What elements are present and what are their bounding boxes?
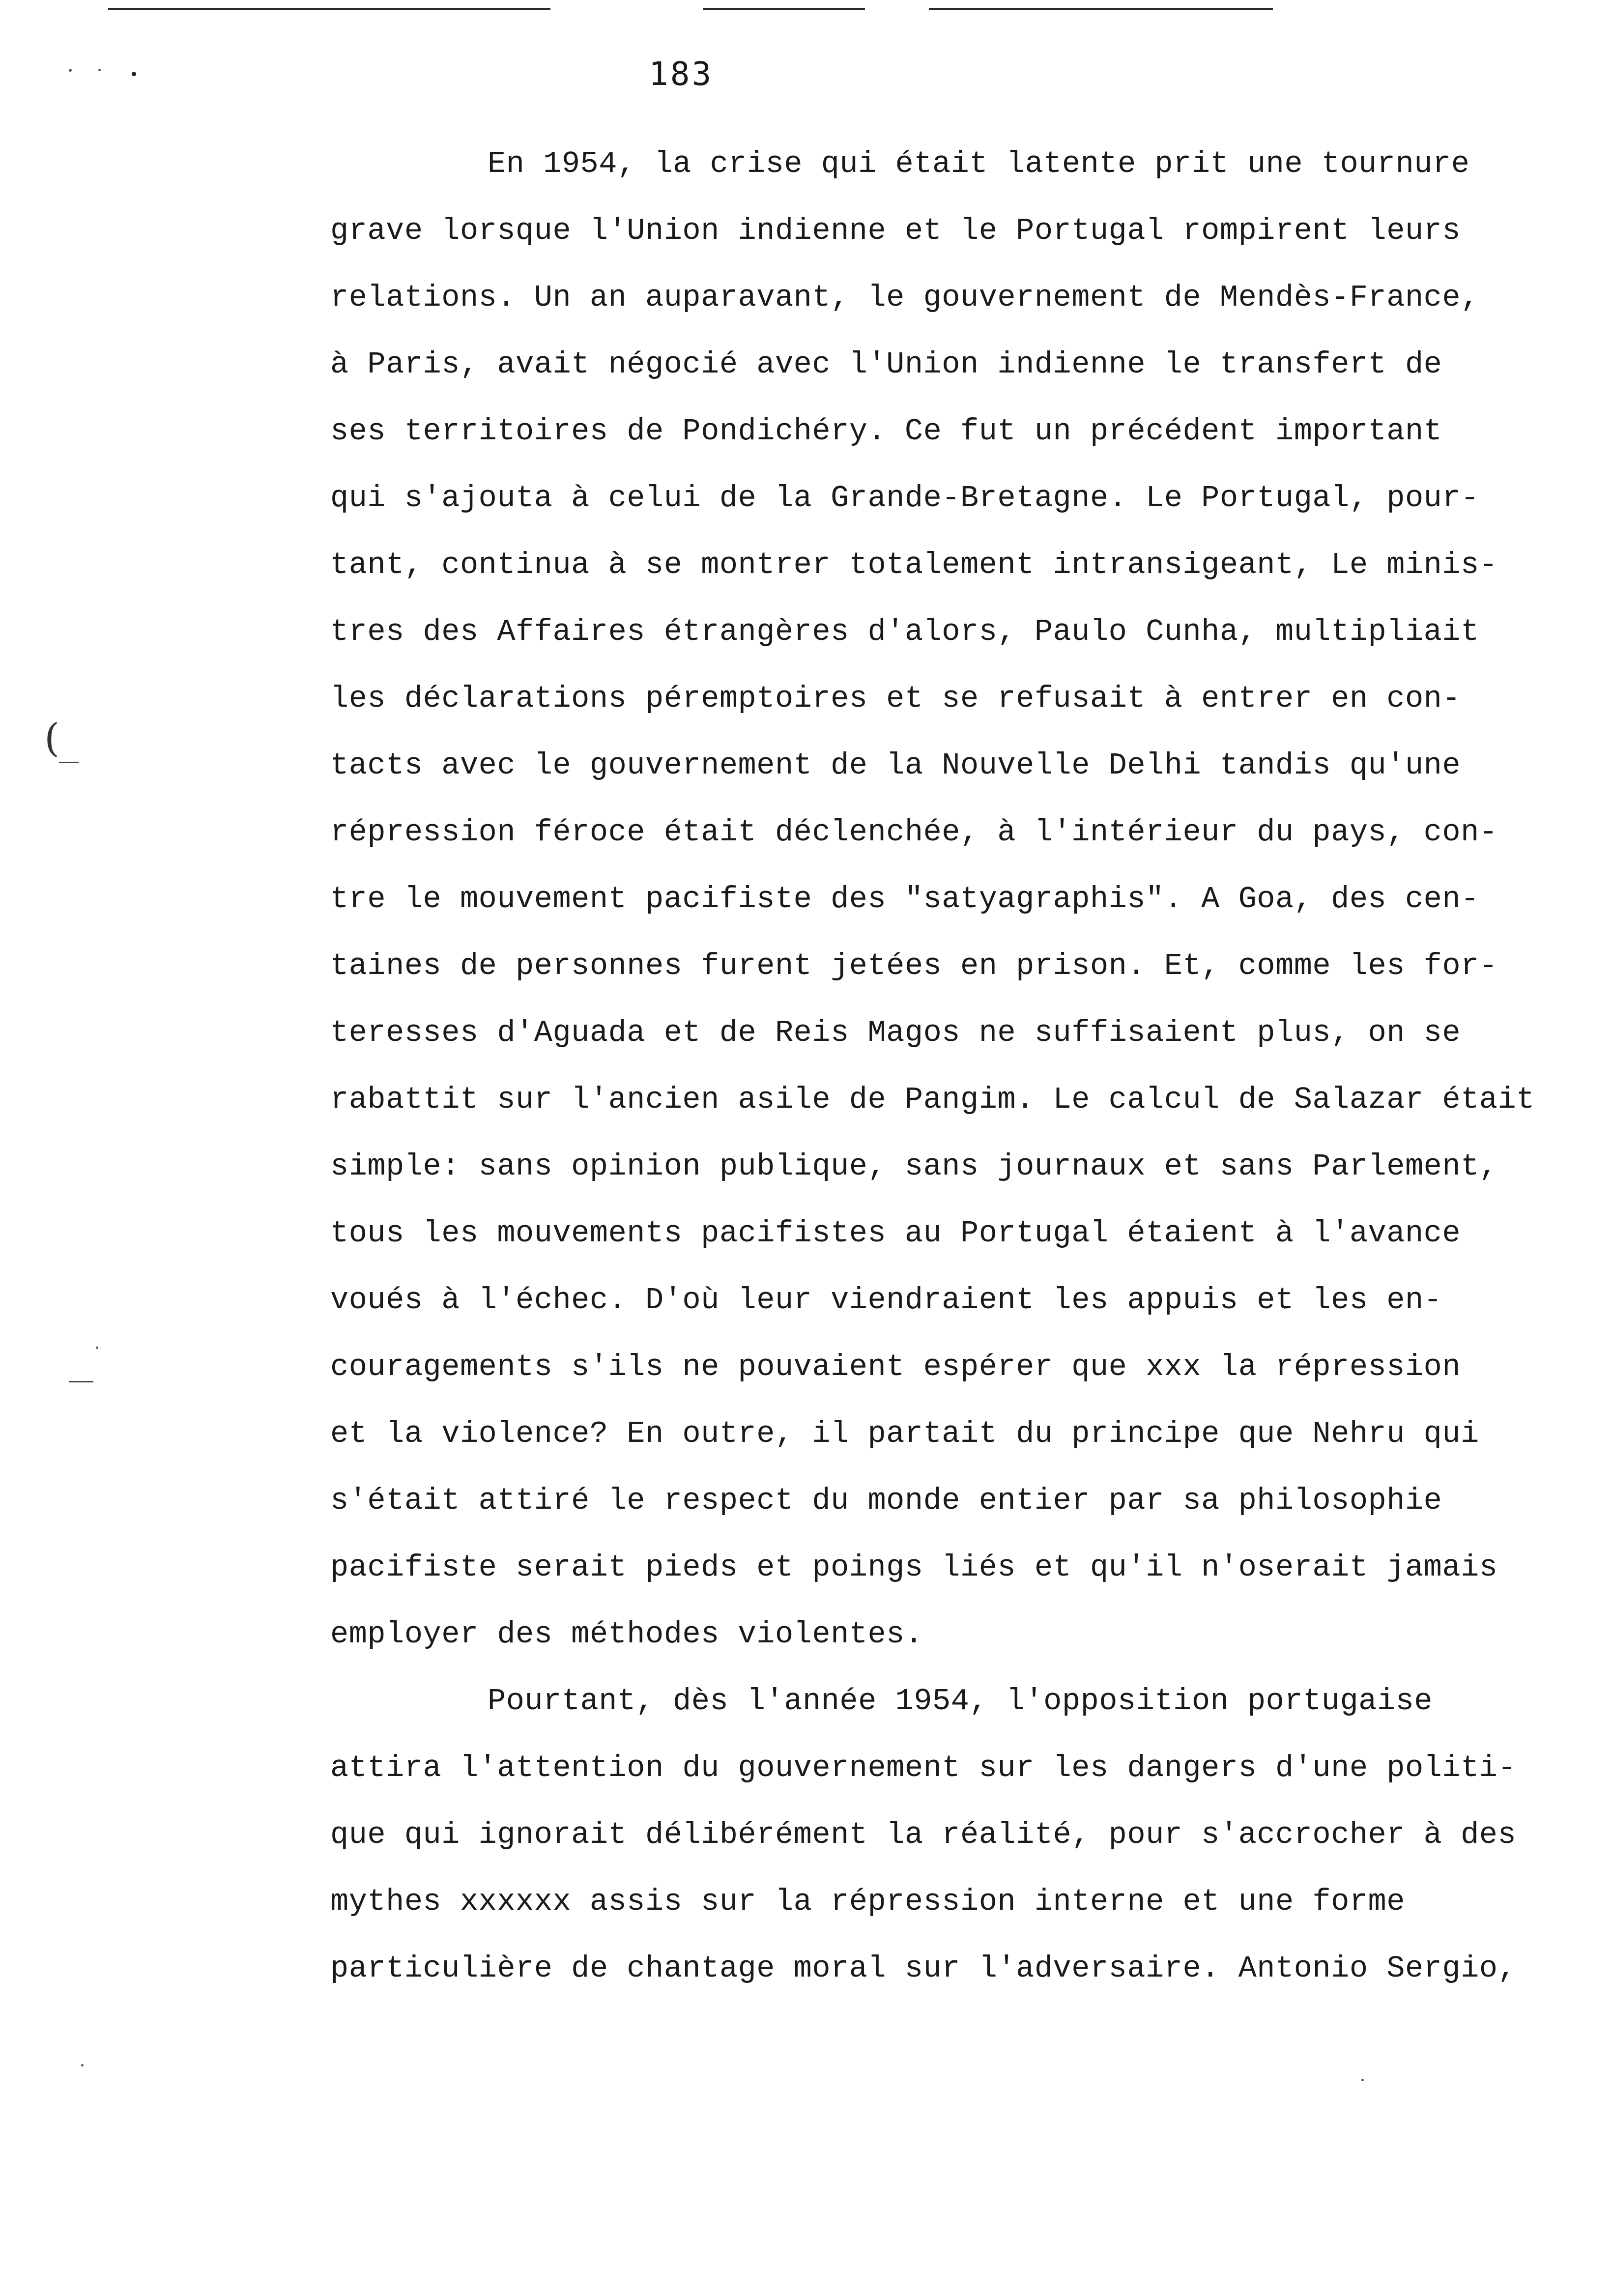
text-line: les déclarations péremptoires et se refusait à entrer en con- bbox=[330, 681, 1461, 716]
text-line: tacts avec le gouvernement de la Nouvelle Delhi tandis qu'une bbox=[330, 748, 1461, 783]
text-line: teresses d'Aguada et de Reis Magos ne suffisaient plus, on se bbox=[330, 1015, 1461, 1050]
text-line: tre le mouvement pacifiste des "satyagraphis". A Goa, des cen- bbox=[330, 882, 1479, 917]
text-line: particulière de chantage moral sur l'adversaire. Antonio Sergio, bbox=[330, 1951, 1517, 1986]
text-line: à Paris, avait négocié avec l'Union indienne le transfert de bbox=[330, 347, 1442, 382]
top-rule-center bbox=[703, 8, 865, 10]
text-line: couragements s'ils ne pouvaient espérer que xxx la répression bbox=[330, 1349, 1461, 1384]
text-line: ses territoires de Pondichéry. Ce fut un précédent important bbox=[330, 414, 1442, 449]
page-number: 183 bbox=[649, 55, 714, 93]
text-line: En 1954, la crise qui était latente prit une tournure bbox=[488, 146, 1470, 181]
top-rule-left bbox=[108, 8, 550, 10]
text-line: pacifiste serait pieds et poings liés et qu'il n'oserait jamais bbox=[330, 1550, 1498, 1585]
margin-speck bbox=[1361, 2079, 1364, 2081]
margin-speck bbox=[98, 69, 101, 71]
margin-speck bbox=[132, 72, 136, 76]
text-line: Pourtant, dès l'année 1954, l'opposition portugaise bbox=[488, 1684, 1433, 1719]
text-line: répression féroce était déclenchée, à l'intérieur du pays, con- bbox=[330, 815, 1498, 850]
text-line: employer des méthodes violentes. bbox=[330, 1617, 923, 1652]
text-line: tous les mouvements pacifistes au Portugal étaient à l'avance bbox=[330, 1216, 1461, 1251]
margin-parenthesis-mark: ( bbox=[44, 715, 60, 761]
text-line: tant, continua à se montrer totalement intransigeant, Le minis- bbox=[330, 547, 1498, 582]
text-line: relations. Un an auparavant, le gouvernement de Mendès-France, bbox=[330, 280, 1479, 315]
text-line: attira l'attention du gouvernement sur les dangers d'une politi- bbox=[330, 1751, 1517, 1785]
text-line: mythes xxxxxx assis sur la répression interne et une forme bbox=[330, 1884, 1405, 1919]
text-line: et la violence? En outre, il partait du principe que Nehru qui bbox=[330, 1416, 1479, 1451]
text-line: taines de personnes furent jetées en prison. Et, comme les for- bbox=[330, 948, 1498, 983]
top-rule-right bbox=[929, 8, 1273, 10]
margin-speck bbox=[96, 1347, 98, 1349]
margin-dash-mark bbox=[59, 762, 79, 763]
text-line: grave lorsque l'Union indienne et le Portugal rompirent leurs bbox=[330, 213, 1461, 248]
text-line: qui s'ajouta à celui de la Grande-Bretagne. Le Portugal, pour- bbox=[330, 481, 1479, 516]
text-line: voués à l'échec. D'où leur viendraient les appuis et les en- bbox=[330, 1283, 1442, 1318]
text-line: que qui ignorait délibérément la réalité, pour s'accrocher à des bbox=[330, 1817, 1517, 1852]
text-line: s'était attiré le respect du monde entier par sa philosophie bbox=[330, 1483, 1442, 1518]
margin-speck bbox=[69, 69, 72, 72]
text-line: simple: sans opinion publique, sans journaux et sans Parlement, bbox=[330, 1149, 1498, 1184]
text-line: rabattit sur l'ancien asile de Pangim. Le calcul de Salazar était bbox=[330, 1082, 1535, 1117]
margin-dash-mark bbox=[69, 1381, 93, 1382]
text-line: tres des Affaires étrangères d'alors, Paulo Cunha, multipliait bbox=[330, 614, 1479, 649]
margin-speck bbox=[81, 2064, 84, 2066]
